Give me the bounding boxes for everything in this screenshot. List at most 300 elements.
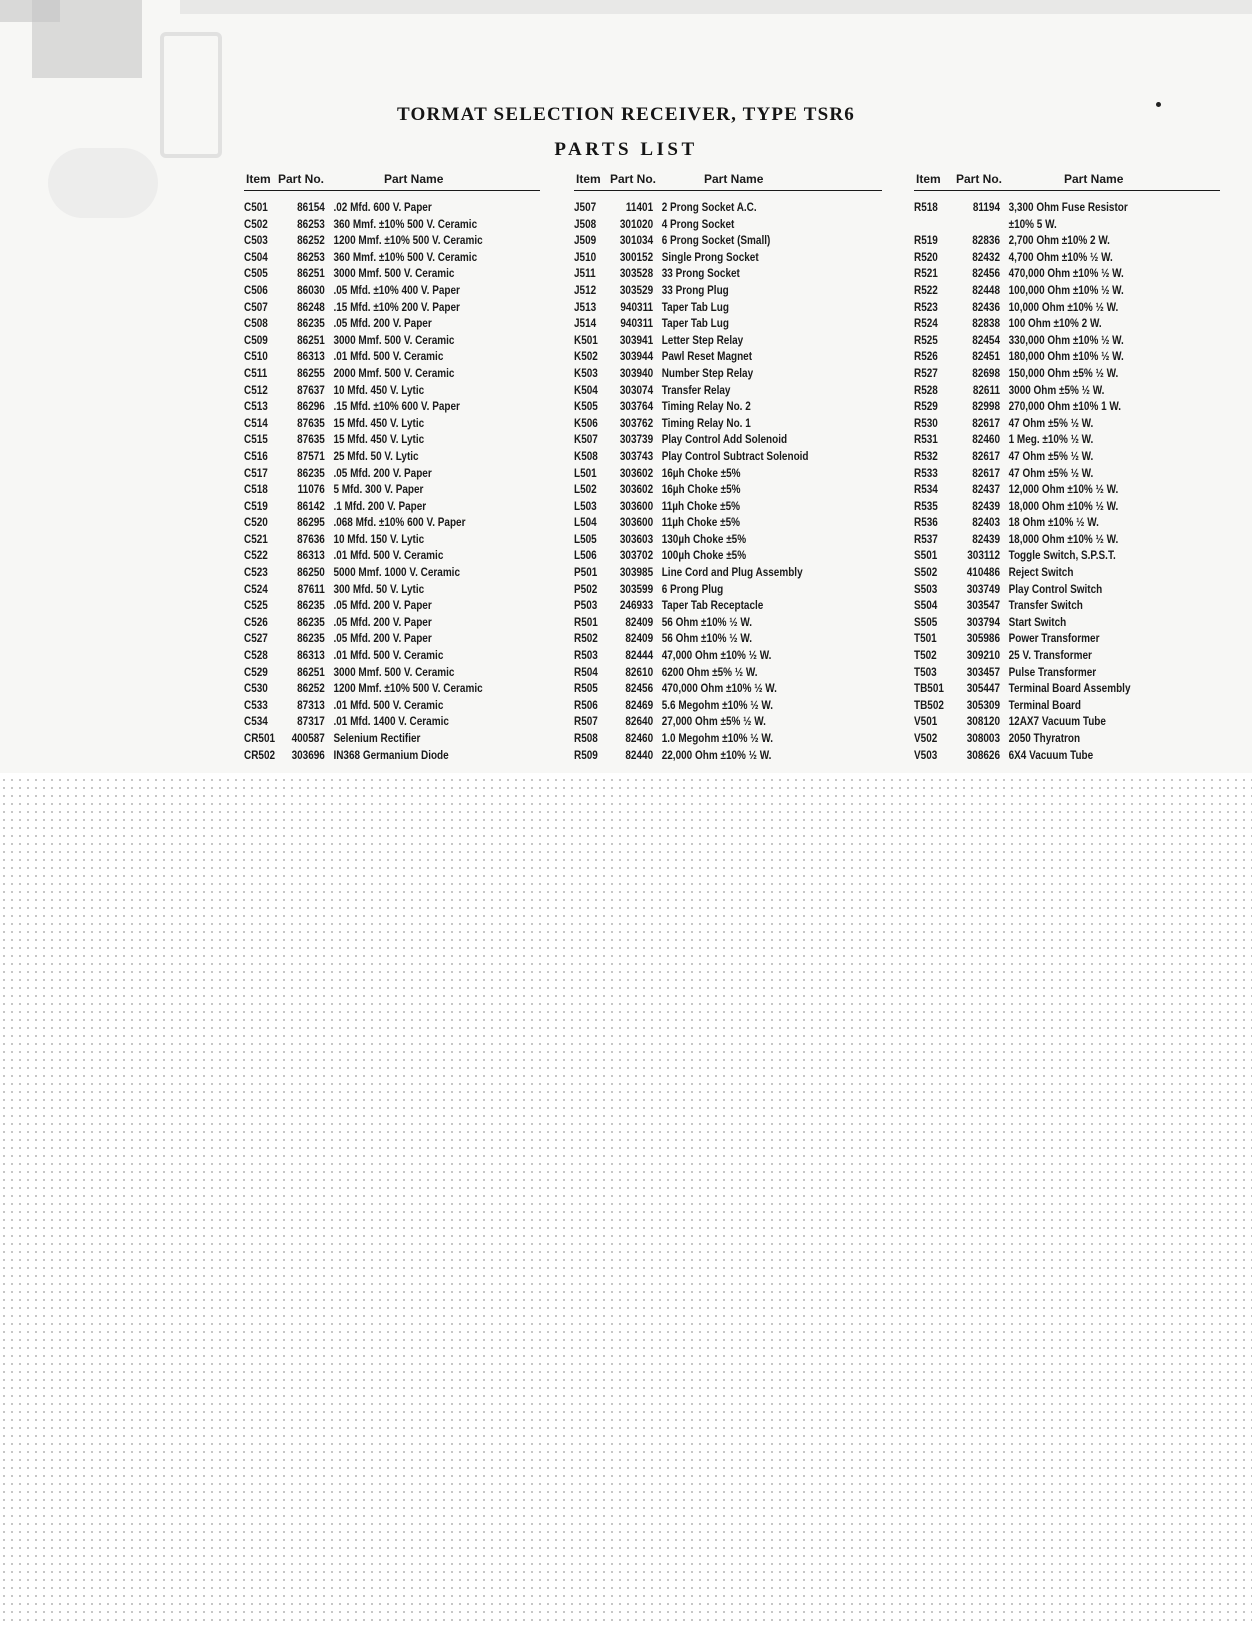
part-row: [244, 233, 499, 250]
part-item: R522: [914, 283, 938, 297]
part-row: [574, 499, 839, 516]
part-item: C523: [244, 566, 268, 580]
part-name: 15 Mfd. 450 V. Lytic: [333, 416, 425, 430]
part-row: [574, 681, 839, 698]
part-row: [914, 582, 1177, 599]
part-row: [574, 582, 839, 599]
part-number: 303696: [291, 748, 325, 762]
part-row: [574, 615, 839, 632]
part-name: 330,000 Ohm ±10% ½ W.: [1008, 333, 1124, 347]
part-number: 82617: [972, 449, 1000, 463]
part-name: 18,000 Ohm ±10% ½ W.: [1008, 499, 1119, 513]
part-row: [244, 449, 499, 466]
part-number: 301020: [619, 217, 654, 231]
part-row: [244, 266, 499, 283]
part-number: 82409: [625, 615, 654, 629]
part-number: 82444: [625, 649, 654, 663]
part-item: S504: [914, 599, 938, 613]
part-row: [914, 714, 1177, 731]
part-number: 82448: [972, 283, 1000, 297]
part-name: Selenium Rectifier: [333, 732, 421, 745]
part-name: Timing Relay No. 1: [661, 416, 751, 430]
part-name: Pawl Reset Magnet: [661, 350, 753, 364]
part-item: C528: [244, 649, 268, 663]
part-item: C530: [244, 682, 268, 696]
part-item: R508: [574, 732, 598, 745]
part-item: C515: [244, 433, 268, 447]
part-number: 308626: [966, 748, 1000, 762]
part-item: K506: [574, 416, 598, 430]
part-name: 1.0 Megohm ±10% ½ W.: [661, 732, 774, 745]
part-row: [914, 515, 1177, 532]
part-number: 303547: [966, 599, 1000, 613]
part-name: 5.6 Megohm ±10% ½ W.: [661, 698, 774, 712]
part-row-continuation: [914, 217, 1177, 234]
part-item: L501: [574, 466, 597, 480]
part-item: R518: [914, 201, 938, 214]
part-row: [244, 432, 499, 449]
part-name: IN368 Germanium Diode: [333, 748, 449, 762]
part-item: J508: [574, 217, 597, 231]
part-row: [244, 499, 499, 516]
column-header: [244, 168, 540, 191]
part-number: 940311: [620, 317, 654, 331]
part-number: 82698: [972, 366, 1000, 380]
part-name: 33 Prong Socket: [661, 267, 740, 281]
part-row: [574, 482, 839, 499]
part-name: Taper Tab Receptacle: [661, 599, 764, 613]
part-row: [914, 698, 1177, 715]
part-number: 303529: [619, 283, 654, 297]
part-row: [914, 615, 1177, 632]
scan-smudge: [0, 0, 60, 22]
document-subtitle: PARTS LIST: [554, 139, 698, 160]
part-name: .02 Mfd. 600 V. Paper: [333, 201, 432, 214]
part-row: [574, 266, 839, 283]
part-item: T502: [914, 649, 937, 663]
part-item: K504: [574, 383, 598, 397]
part-row: [914, 283, 1177, 300]
part-item: R532: [914, 449, 938, 463]
part-name: 25 V. Transformer: [1008, 649, 1092, 663]
part-row: [914, 266, 1177, 283]
part-number: 82460: [972, 433, 1000, 447]
part-number: 303602: [619, 483, 654, 497]
part-item: J511: [574, 267, 596, 281]
part-number: 87611: [297, 582, 325, 596]
part-number: 86251: [297, 267, 325, 281]
part-item: R536: [914, 516, 938, 530]
part-row: [244, 300, 499, 317]
part-number: 87637: [297, 383, 325, 397]
part-item: R534: [914, 483, 938, 497]
header-part-name: Part Name: [384, 172, 444, 186]
part-number: 303940: [619, 366, 654, 380]
part-name: Start Switch: [1008, 615, 1067, 629]
part-item: R525: [914, 333, 938, 347]
part-row: [914, 316, 1177, 333]
scan-smudge: [32, 0, 142, 78]
part-number: 303074: [619, 383, 654, 397]
scan-edge-shadow: [180, 0, 1252, 14]
part-number: 86295: [297, 516, 325, 530]
part-name: Letter Step Relay: [661, 333, 744, 347]
part-item: K502: [574, 350, 598, 364]
part-number: 87313: [297, 698, 325, 712]
part-number: 303764: [619, 400, 654, 414]
part-number: 303112: [967, 549, 1000, 563]
part-row: [574, 665, 839, 682]
part-name: Timing Relay No. 2: [661, 400, 751, 414]
part-number: 82409: [625, 632, 654, 646]
part-number: 81194: [972, 201, 1000, 214]
part-row: [244, 217, 499, 234]
part-name: Play Control Switch: [1008, 582, 1103, 596]
part-row: [244, 598, 499, 615]
part-number: 303739: [619, 433, 654, 447]
part-number: 86252: [297, 682, 325, 696]
part-row: [244, 615, 499, 632]
part-number: 86253: [297, 217, 325, 231]
part-item: C534: [244, 715, 268, 729]
part-number: 303528: [619, 267, 654, 281]
header-part-no: Part No.: [610, 172, 657, 186]
part-name: 10 Mfd. 450 V. Lytic: [333, 383, 425, 397]
part-name: 6 Prong Plug: [661, 582, 724, 596]
part-number: 86253: [297, 250, 325, 264]
part-name: 6200 Ohm ±5% ½ W.: [661, 665, 758, 679]
column-header: [574, 168, 882, 191]
part-name: 18,000 Ohm ±10% ½ W.: [1008, 532, 1119, 546]
part-number: 82437: [972, 483, 1000, 497]
part-item: L503: [574, 499, 597, 513]
part-number: 82439: [972, 532, 1000, 546]
part-row: [914, 466, 1177, 483]
part-item: J509: [574, 234, 597, 248]
part-name: 47 Ohm ±5% ½ W.: [1008, 466, 1094, 480]
part-number: 303600: [619, 516, 654, 530]
parts-column-1: [244, 168, 540, 764]
part-row: [574, 731, 839, 748]
part-number: 303749: [966, 582, 1000, 596]
part-row: [574, 532, 839, 549]
part-row: [914, 499, 1177, 516]
part-item: C509: [244, 333, 268, 347]
part-name: Terminal Board: [1008, 698, 1082, 712]
document-title: TORMAT SELECTION RECEIVER, TYPE TSR6: [397, 104, 855, 125]
part-item: C520: [244, 516, 268, 530]
part-name: 25 Mfd. 50 V. Lytic: [333, 449, 419, 463]
part-name: 18 Ohm ±10% ½ W.: [1008, 516, 1099, 530]
header-item: Item: [576, 172, 601, 186]
part-item: V503: [914, 748, 938, 762]
part-item: C533: [244, 698, 268, 712]
part-number: 87317: [297, 715, 325, 729]
part-item: C517: [244, 466, 268, 480]
part-number: 82456: [625, 682, 654, 696]
part-item: K507: [574, 433, 598, 447]
part-name: .01 Mfd. 500 V. Ceramic: [333, 698, 444, 712]
header-item: Item: [246, 172, 271, 186]
part-row: [574, 233, 839, 250]
part-number: 82998: [972, 400, 1000, 414]
part-row: [574, 648, 839, 665]
part-name: 130µh Choke ±5%: [661, 532, 747, 546]
part-number: 303941: [619, 333, 654, 347]
part-number: 303599: [619, 582, 654, 596]
part-name: 180,000 Ohm ±10% ½ W.: [1008, 350, 1124, 364]
part-name: 27,000 Ohm ±5% ½ W.: [661, 715, 766, 729]
part-name: 56 Ohm ±10% ½ W.: [661, 632, 752, 646]
part-item: R530: [914, 416, 938, 430]
part-name: 56 Ohm ±10% ½ W.: [661, 615, 752, 629]
part-name: 470,000 Ohm ±10% ½ W.: [661, 682, 777, 696]
part-row: [914, 648, 1177, 665]
part-item: J514: [574, 317, 597, 331]
part-item: CR502: [244, 748, 276, 762]
part-item: C514: [244, 416, 268, 430]
part-item: R505: [574, 682, 598, 696]
part-row: [244, 548, 499, 565]
part-item: R507: [574, 715, 598, 729]
part-row: [914, 300, 1177, 317]
part-number: 305447: [966, 682, 1000, 696]
part-row: [574, 217, 839, 234]
part-row: [244, 582, 499, 599]
part-item: R521: [914, 267, 938, 281]
part-row: [244, 648, 499, 665]
part-row: [914, 548, 1177, 565]
part-name: 360 Mmf. ±10% 500 V. Ceramic: [333, 250, 478, 264]
parts-rows: [914, 200, 1220, 764]
part-number: 82617: [972, 466, 1000, 480]
part-row: [244, 349, 499, 366]
part-row: [914, 399, 1177, 416]
part-number: 308120: [966, 715, 1000, 729]
part-item: R526: [914, 350, 938, 364]
part-number: 303944: [619, 350, 654, 364]
part-name: Taper Tab Lug: [661, 317, 729, 331]
part-row: [914, 333, 1177, 350]
part-item: C511: [244, 366, 268, 380]
part-item: T503: [914, 665, 937, 679]
part-name: .05 Mfd. 200 V. Paper: [333, 599, 432, 613]
part-item: P503: [574, 599, 598, 613]
part-item: C512: [244, 383, 268, 397]
part-item: S502: [914, 566, 938, 580]
part-row: [244, 399, 499, 416]
part-number: 305309: [966, 698, 1000, 712]
part-name: .05 Mfd. 200 V. Paper: [333, 317, 432, 331]
part-name: 2 Prong Socket A.C.: [661, 201, 757, 214]
part-item: J507: [574, 201, 597, 214]
part-row: [574, 714, 839, 731]
part-name: 47 Ohm ±5% ½ W.: [1008, 449, 1094, 463]
part-row: [574, 449, 839, 466]
part-name: .15 Mfd. ±10% 200 V. Paper: [333, 300, 460, 314]
part-number: 86142: [297, 499, 325, 513]
part-number: 86313: [297, 549, 325, 563]
part-item: R531: [914, 433, 938, 447]
part-item: S505: [914, 615, 938, 629]
part-row: [914, 532, 1177, 549]
part-item: P501: [574, 566, 598, 580]
part-number: 82440: [625, 748, 654, 762]
part-name: Reject Switch: [1008, 566, 1074, 580]
part-row: [914, 416, 1177, 433]
part-item: C503: [244, 234, 268, 248]
part-row: [574, 466, 839, 483]
part-item: CR501: [244, 732, 276, 745]
part-name: Single Prong Socket: [661, 250, 759, 264]
part-row: [914, 449, 1177, 466]
part-number: 303743: [619, 449, 654, 463]
part-row: [574, 200, 839, 217]
part-number: 11401: [625, 201, 654, 214]
part-number: 246933: [619, 599, 654, 613]
part-number: 82617: [972, 416, 1000, 430]
part-row: [914, 482, 1177, 499]
part-name: 5000 Mmf. 1000 V. Ceramic: [333, 566, 461, 580]
part-number: 86154: [297, 201, 325, 214]
part-name: Power Transformer: [1008, 632, 1100, 646]
part-row: [244, 714, 499, 731]
part-row: [914, 681, 1177, 698]
part-name: 2050 Thyratron: [1008, 732, 1081, 745]
part-name: 2000 Mmf. 500 V. Ceramic: [333, 366, 455, 380]
part-number: 300152: [619, 250, 654, 264]
part-number: 410486: [966, 566, 1000, 580]
part-item: P502: [574, 582, 598, 596]
part-number: 308003: [966, 732, 1000, 745]
part-row: [244, 482, 499, 499]
part-row: [574, 515, 839, 532]
part-name: 2,700 Ohm ±10% 2 W.: [1008, 234, 1110, 248]
part-name: 270,000 Ohm ±10% 1 W.: [1008, 400, 1122, 414]
part-row: [574, 383, 839, 400]
part-number: 86313: [297, 350, 325, 364]
part-item: R509: [574, 748, 598, 762]
part-item: R524: [914, 317, 938, 331]
parts-column-2: [574, 168, 882, 764]
part-name: 16µh Choke ±5%: [661, 466, 741, 480]
part-name: 6 Prong Socket (Small): [661, 234, 771, 248]
part-item: R503: [574, 649, 598, 663]
part-number: 86248: [297, 300, 325, 314]
part-name: 12AX7 Vacuum Tube: [1008, 715, 1106, 729]
part-name: 470,000 Ohm ±10% ½ W.: [1008, 267, 1124, 281]
part-name: 3000 Mmf. 500 V. Ceramic: [333, 267, 455, 281]
part-number: 82469: [625, 698, 654, 712]
part-item: V501: [914, 715, 938, 729]
part-item: C513: [244, 400, 268, 414]
part-name: 150,000 Ohm ±5% ½ W.: [1008, 366, 1119, 380]
part-item: C516: [244, 449, 268, 463]
part-item: R502: [574, 632, 598, 646]
part-name: ±10% 5 W.: [1008, 217, 1057, 231]
part-number: 940311: [620, 300, 654, 314]
part-name: 22,000 Ohm ±10% ½ W.: [661, 748, 772, 762]
part-row: [574, 631, 839, 648]
part-number: 82454: [972, 333, 1000, 347]
part-name: .01 Mfd. 500 V. Ceramic: [333, 549, 444, 563]
part-item: C507: [244, 300, 268, 314]
part-name: 16µh Choke ±5%: [661, 483, 741, 497]
part-item: C527: [244, 632, 268, 646]
part-name: 4 Prong Socket: [661, 217, 735, 231]
part-name: Transfer Switch: [1008, 599, 1083, 613]
part-name: .1 Mfd. 200 V. Paper: [333, 499, 427, 513]
part-item: R527: [914, 366, 938, 380]
part-row: [244, 698, 499, 715]
part-name: 3000 Ohm ±5% ½ W.: [1008, 383, 1105, 397]
part-row: [914, 233, 1177, 250]
part-item: R528: [914, 383, 938, 397]
part-number: 86235: [297, 632, 325, 646]
part-row: [244, 316, 499, 333]
part-name: 1200 Mmf. ±10% 500 V. Ceramic: [333, 682, 483, 696]
part-item: K505: [574, 400, 598, 414]
part-row: [574, 432, 839, 449]
part-number: 82640: [625, 715, 654, 729]
part-item: R520: [914, 250, 938, 264]
part-name: 12,000 Ohm ±10% ½ W.: [1008, 483, 1119, 497]
part-name: .15 Mfd. ±10% 600 V. Paper: [333, 400, 460, 414]
part-number: 303602: [619, 466, 654, 480]
part-item: C518: [244, 483, 268, 497]
part-number: 303985: [619, 566, 654, 580]
part-item: S501: [914, 549, 938, 563]
part-item: C501: [244, 201, 268, 214]
part-item: C525: [244, 599, 268, 613]
part-row: [244, 416, 499, 433]
part-number: 82439: [972, 499, 1000, 513]
part-number: 86251: [297, 665, 325, 679]
part-number: 86296: [297, 400, 325, 414]
part-name: 5 Mfd. 300 V. Paper: [333, 483, 424, 497]
part-item: J512: [574, 283, 597, 297]
part-row: [244, 532, 499, 549]
column-header: [914, 168, 1220, 191]
part-item: R537: [914, 532, 938, 546]
part-item: C508: [244, 317, 268, 331]
part-name: 100,000 Ohm ±10% ½ W.: [1008, 283, 1124, 297]
part-row: [244, 333, 499, 350]
part-item: K501: [574, 333, 598, 347]
part-row: [574, 416, 839, 433]
part-name: 6X4 Vacuum Tube: [1008, 748, 1094, 762]
part-row: [244, 466, 499, 483]
part-name: 100 Ohm ±10% 2 W.: [1008, 317, 1102, 331]
part-row: [244, 366, 499, 383]
part-row: [914, 432, 1177, 449]
part-row: [244, 631, 499, 648]
part-item: C524: [244, 582, 268, 596]
part-number: 86250: [297, 566, 325, 580]
part-row: [244, 748, 499, 765]
part-number: 82460: [625, 732, 654, 745]
header-part-no: Part No.: [278, 172, 325, 186]
part-name: .068 Mfd. ±10% 600 V. Paper: [333, 516, 466, 530]
part-row: [574, 283, 839, 300]
part-number: 86235: [297, 599, 325, 613]
part-row: [244, 681, 499, 698]
part-item: C526: [244, 615, 268, 629]
part-name: 1200 Mmf. ±10% 500 V. Ceramic: [333, 234, 483, 248]
part-number: 86030: [297, 283, 325, 297]
part-item: V502: [914, 732, 938, 745]
part-name: .05 Mfd. 200 V. Paper: [333, 466, 432, 480]
